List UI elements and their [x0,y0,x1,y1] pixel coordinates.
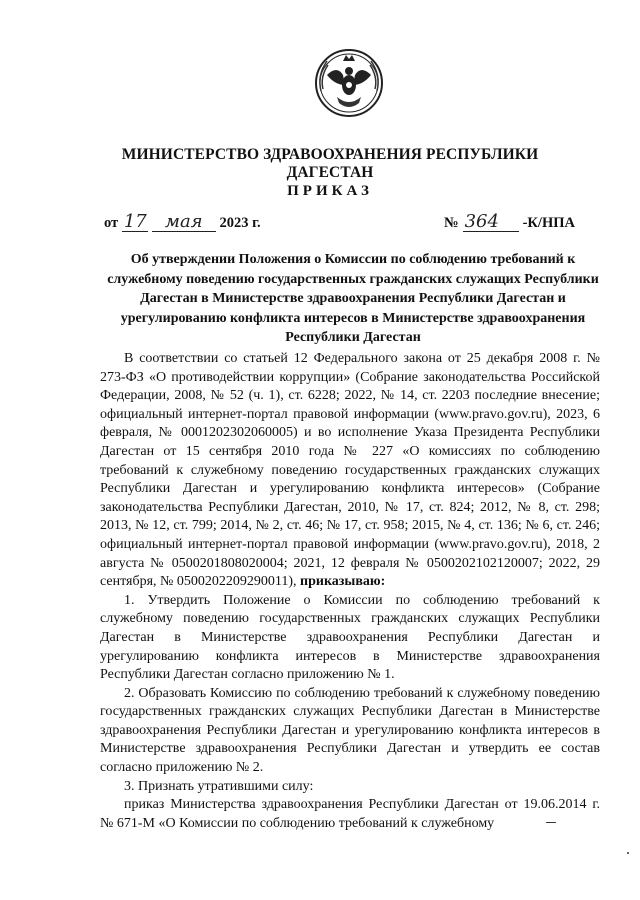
order-number [444,213,575,232]
handwritten-month: мая [152,213,216,232]
preamble-paragraph [100,350,600,592]
order-body [100,350,600,833]
item-2: 2. Образовать Комиссию по соблюдению требований к служебному поведению государственных гражданских служащих Республики Дагестан в Министерстве здравоохранения Республики Дагестан и урегулированию конфликта интересов в Министерстве здравоохранения Республики Дагестан и утвердить ее состав согласно приложению № 2. [100,685,600,776]
item-1: 1. Утвердить Положение о Комиссии по соблюдению требований к служебному поведению государственных гражданских служащих Республики Дагестан в Министерстве здравоохранения Республики Дагестан и урегулированию конфликта интересов в Министерстве здравоохранения Республики Дагестан согласно приложению № 1. [100,592,600,683]
scan-speck [627,852,629,854]
order-title: Об утверждении Положения о Комиссии по соблюдению требований к служебному поведению государственных гражданских служащих Республики Дагестан в Министерстве здравоохранения Республики Дагестан и урегулированию конфликта интересов в Министерстве здравоохранения Республики Дагестан [107,252,599,345]
number-suffix: -К/НПА [522,215,575,231]
order-date [104,213,261,232]
preamble-text: В соответствии со статьей 12 Федерального закона от 25 декабря 2008 г. № 273-ФЗ «О противодействии коррупции» (Собрание законодательства Российской Федерации, 2008, № 52 (ч. 1), ст. 6228; 2022, № 14, ст. 2203 последние внесение; официальный интернет-портал правовой информации (www.pravo.gov.ru), 2023, 6 февраля, № 0001202302060005) и во исполнение Указа Президента Республики Дагестан от 15 сентября 2010 года № 227 «О комиссиях по соблюдению требований к служебному поведению государственных гражданских служащих Республики Дагестан и урегулированию конфликта интересов» (Собрание законодательства Республики Дагестан, 2010, № 17, ст. 824; 2012, № 8, ст. 298; 2013, № 12, ст. 799; 2014, № 2, ст. 46; № 17, ст. 958; 2015, № 4, ст. 136; № 6, ст. 246; официальный интернет-портал правовой информации (www.pravo.gov.ru), 2018, 2 августа № 0500201808020004; 2021, 12 февраля № 0500202102120007; 2022, 29 сентября, № 0500202209290011), [100,351,600,590]
emblem [313,45,385,121]
order-word: приказываю: [300,574,386,590]
item-3: 3. Признать утратившими силу: [124,778,314,794]
document-type: ПРИКАЗ [287,183,373,199]
number-prefix: № [444,215,459,231]
scan-speck [546,822,556,823]
date-prefix: от [104,215,119,231]
date-year: 2023 г. [219,215,261,231]
handwritten-number: 364 [463,213,519,232]
ministry-name: МИНИСТЕРСТВО ЗДРАВООХРАНЕНИЯ РЕСПУБЛИКИ ДАГЕСТАН [121,146,539,181]
handwritten-day: 17 [123,211,147,232]
dagestan-coat-of-arms-icon [313,45,385,121]
item-3-subitem: приказ Министерства здравоохранения Республики Дагестан от 19.06.2014 г. № 671-М «О Комиссии по соблюдению требований к служебному [100,797,600,831]
